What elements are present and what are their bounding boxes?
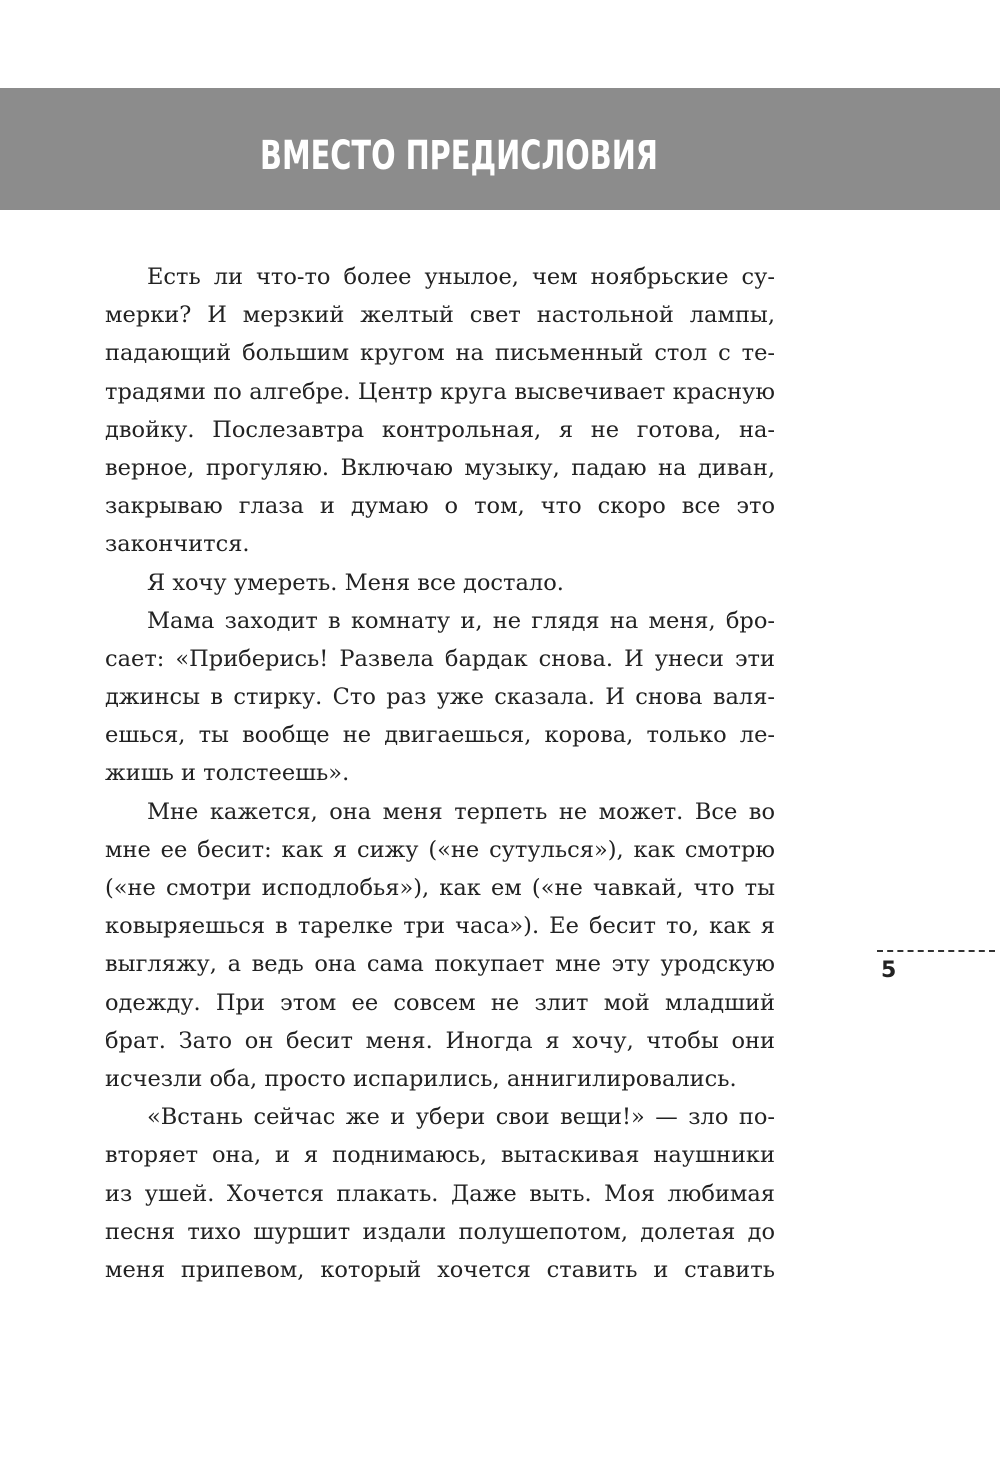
text-line: падающий большим кругом на письменный стол с те- xyxy=(105,340,775,367)
paragraph xyxy=(105,1098,775,1289)
text-line: одежду. При этом ее совсем не злит мой младший xyxy=(105,989,775,1016)
text-line: сает: «Приберись! Развела бардак снова. И унеси эти xyxy=(105,645,775,672)
text-line: двойку. Послезавтра контрольная, я не готова, на- xyxy=(105,416,775,443)
chapter-title: ВМЕСТО ПРЕДИСЛОВИЯ xyxy=(260,133,658,179)
text-line: мне ее бесит: как я сижу («не сутулься»), как смотрю xyxy=(105,836,775,863)
paragraph xyxy=(105,793,775,1099)
text-line: ешься, ты вообще не двигаешься, корова, только ле- xyxy=(105,722,775,749)
paragraph xyxy=(105,602,775,793)
text-line: («не смотри исподлобья»), как ем («не чавкай, что ты xyxy=(105,875,775,901)
text-line: традями по алгебре. Центр круга высвечивает красную xyxy=(105,378,775,405)
text-line: закрываю глаза и думаю о том, что скоро все это xyxy=(105,493,775,520)
body-text xyxy=(105,258,775,1289)
text-line: Я хочу умереть. Меня все достало. xyxy=(147,569,564,596)
text-line: закончится. xyxy=(105,531,250,558)
text-line: Мне кажется, она меня терпеть не может. Все во xyxy=(147,798,775,825)
page-number-marker xyxy=(877,950,995,983)
text-line: выгляжу, а ведь она сама покупает мне эту уродскую xyxy=(105,951,775,978)
text-line: ковыряешься в тарелке три часа»). Ее бесит то, как я xyxy=(105,913,775,940)
text-line: из ушей. Хочется плакать. Даже выть. Моя любимая xyxy=(105,1180,775,1207)
paragraph xyxy=(105,564,775,602)
text-line: верное, прогуляю. Включаю музыку, падаю на диван, xyxy=(105,454,775,481)
text-line: «Встань сейчас же и убери свои вещи!» — зло по- xyxy=(147,1104,775,1131)
text-line: брат. Зато он бесит меня. Иногда я хочу, чтобы они xyxy=(105,1027,775,1054)
text-line: мерки? И мерзкий желтый свет настольной лампы, xyxy=(105,302,775,329)
text-line: жишь и толстеешь». xyxy=(105,760,350,787)
text-line: Есть ли что-то более унылое, чем ноябрьские су- xyxy=(147,264,775,290)
paragraph xyxy=(105,258,775,564)
text-line: меня припевом, который хочется ставить и ставить xyxy=(105,1256,775,1283)
page-number: 5 xyxy=(881,958,897,983)
text-line: Мама заходит в комнату и, не глядя на меня, бро- xyxy=(147,607,775,634)
text-line: джинсы в стирку. Сто раз уже сказала. И снова валя- xyxy=(105,684,775,711)
text-line: песня тихо шуршит издали полушепотом, долетая до xyxy=(105,1218,775,1245)
dashed-divider xyxy=(877,950,995,952)
text-line: исчезли оба, просто испарились, аннигилировались. xyxy=(105,1065,737,1092)
text-line: вторяет она, и я поднимаюсь, вытаскивая наушники xyxy=(105,1142,775,1169)
